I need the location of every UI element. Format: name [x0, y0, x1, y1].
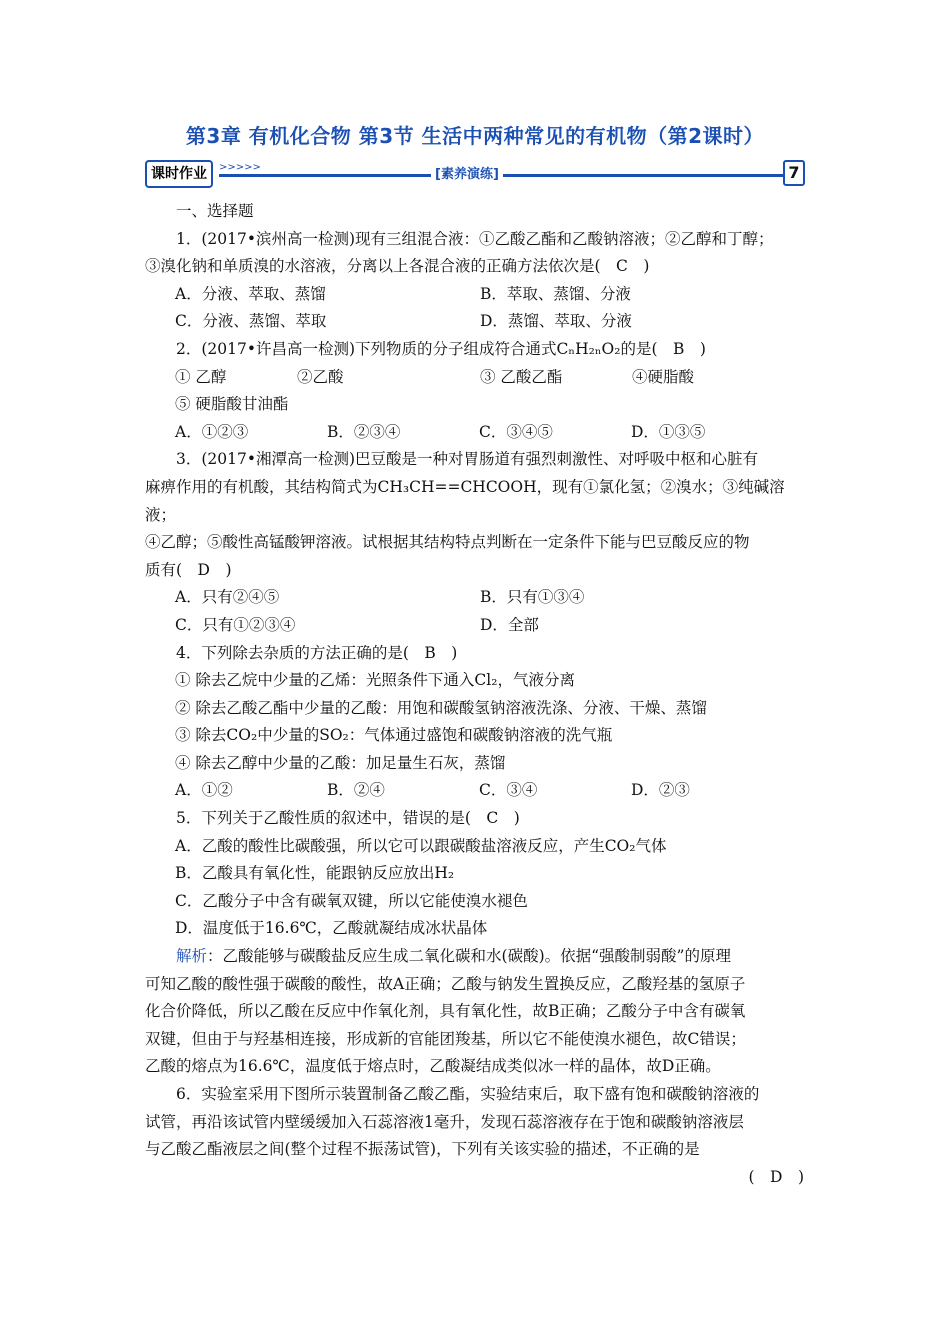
q3-stem-line4: 质有( D ) [145, 560, 232, 579]
page-title: 第3章 有机化合物 第3节 生活中两种常见的有机物（第2课时） [185, 124, 765, 148]
q4-option-b: B．②④ [327, 781, 385, 800]
q3-option-d: D．全部 [480, 615, 539, 634]
q3-option-c: C．只有①②③④ [175, 615, 296, 634]
q6-stem-line2: 试管，再沿该试管内壁缓缓加入石蕊溶液1毫升，发现石蕊溶液存在于饱和碳酸钠溶液层 [145, 1112, 744, 1131]
section-banner [145, 160, 805, 186]
q5-stem: 5．下列关于乙酸性质的叙述中，错误的是( C ) [176, 809, 520, 828]
q3-options-row1 [145, 584, 810, 612]
q1-option-b: B．萃取、蒸馏、分液 [480, 284, 631, 303]
q2-item-5: ⑤ 硬脂酸甘油酯 [175, 395, 289, 414]
q3-stem-line3: ④乙醇；⑤酸性高锰酸钾溶液。试根据其结构特点判断在一定条件下能与巴豆酸反应的物 [145, 533, 750, 552]
q5-option-c: C．乙酸分子中含有碳氧双键，所以它能使溴水褪色 [175, 891, 528, 910]
q1-option-c: C．分液、蒸馏、萃取 [175, 312, 327, 331]
worksheet-body [145, 198, 810, 1191]
q3-stem-line2: 麻痹作用的有机酸，其结构简式为CH₃CH==CHCOOH，现有①氯化氢；②溴水；③纯碱溶液； [145, 477, 785, 524]
q4-option-d: D．②③ [631, 781, 690, 800]
q1-stem-line2: ③溴化钠和单质溴的水溶液，分离以上各混合液的正确方法依次是( C ) [145, 257, 650, 276]
q3-option-a: A．只有②④⑤ [175, 588, 280, 607]
q4-item-2: ② 除去乙酸乙酯中少量的乙酸：用饱和碳酸氢钠溶液洗涤、分液、干燥、蒸馏 [175, 698, 707, 717]
q5-explanation-line5: 乙酸的熔点为16.6℃，温度低于熔点时，乙酸凝结成类似冰一样的晶体，故D正确。 [145, 1057, 721, 1076]
q3-option-b: B．只有①③④ [480, 588, 585, 607]
q3-options-row2 [145, 612, 810, 640]
q2-stem: 2．(2017•许昌高一检测)下列物质的分子组成符合通式CₙH₂ₙO₂的是( B ) [176, 339, 706, 358]
q6-stem-line3: 与乙酸乙酯液层之间(整个过程不振荡试管)，下列有关该实验的描述，不正确的是 [145, 1140, 700, 1159]
section-heading: 一、选择题 [176, 202, 254, 220]
q2-option-d: D．①③⑤ [631, 422, 706, 441]
q2-items [145, 364, 810, 392]
q6-answer: ( D ) [748, 1167, 804, 1186]
q5-option-b: B．乙酸具有氧化性，能跟钠反应放出H₂ [175, 864, 455, 883]
banner-number: 7 [783, 160, 805, 186]
q4-options [145, 777, 810, 805]
q5-explanation-line2: 可知乙酸的酸性强于碳酸的酸性，故A正确；乙酸与钠发生置换反应，乙酸羟基的氢原子 [145, 974, 746, 993]
q1-options-row1 [145, 281, 810, 309]
q4-option-c: C．③④ [479, 781, 538, 800]
q2-option-b: B．②③④ [327, 422, 401, 441]
q1-options-row2 [145, 308, 810, 336]
q5-explanation-line3: 化合价降低，所以乙酸在反应中作氧化剂，具有氧化性，故B正确；乙酸分子中含有碳氧 [145, 1002, 746, 1021]
q4-item-1: ① 除去乙烷中少量的乙烯：光照条件下通入Cl₂，气液分离 [175, 671, 575, 690]
q5-explanation-line4: 双键，但由于与羟基相连接，形成新的官能团羧基，所以它不能使溴水褪色，故C错误； [145, 1029, 746, 1048]
q2-options [145, 419, 810, 447]
banner-label: [素养演练] [431, 163, 503, 182]
q3-stem-line1: 3．(2017•湘潭高一检测)巴豆酸是一种对胃肠道有强烈刺激性、对呼吸中枢和心脏有 [176, 450, 759, 469]
q2-item-1: ① 乙醇 [175, 367, 227, 386]
banner-tag: 课时作业 [145, 160, 213, 188]
q2-item-3: ③ 乙酸乙酯 [480, 367, 563, 386]
banner-arrows: >>>>> [219, 162, 261, 173]
q1-stem-line1: 1．(2017•滨州高一检测)现有三组混合液：①乙酸乙酯和乙酸钠溶液；②乙醇和丁醇； [176, 229, 774, 248]
q6-stem-line1: 6．实验室采用下图所示装置制备乙酸乙酯，实验结束后，取下盛有饱和碳酸钠溶液的 [176, 1085, 760, 1103]
q2-item-4: ④硬脂酸 [632, 367, 695, 386]
q4-item-4: ④ 除去乙醇中少量的乙酸：加足量生石灰，蒸馏 [175, 753, 506, 772]
q5-option-a: A．乙酸的酸性比碳酸强，所以它可以跟碳酸盐溶液反应，产生CO₂气体 [175, 836, 667, 855]
q1-option-a: A．分液、萃取、蒸馏 [175, 284, 326, 303]
q4-option-a: A．①② [175, 781, 233, 800]
q2-option-c: C．③④⑤ [479, 422, 553, 441]
explanation-label: 解析 [176, 947, 208, 966]
q5-explanation-text: ：乙酸能够与碳酸盐反应生成二氧化碳和水(碳酸)。依据“强酸制弱酸”的原理 [207, 947, 731, 966]
q5-explanation-line1 [145, 943, 810, 971]
q2-option-a: A．①②③ [175, 422, 249, 441]
q4-stem: 4．下列除去杂质的方法正确的是( B ) [176, 643, 458, 662]
q1-option-d: D．蒸馏、萃取、分液 [480, 312, 632, 331]
q5-option-d: D．温度低于16.6℃，乙酸就凝结成冰状晶体 [175, 919, 488, 938]
q4-item-3: ③ 除去CO₂中少量的SO₂：气体通过盛饱和碳酸钠溶液的洗气瓶 [175, 726, 613, 745]
q2-item-2: ②乙酸 [297, 367, 344, 386]
